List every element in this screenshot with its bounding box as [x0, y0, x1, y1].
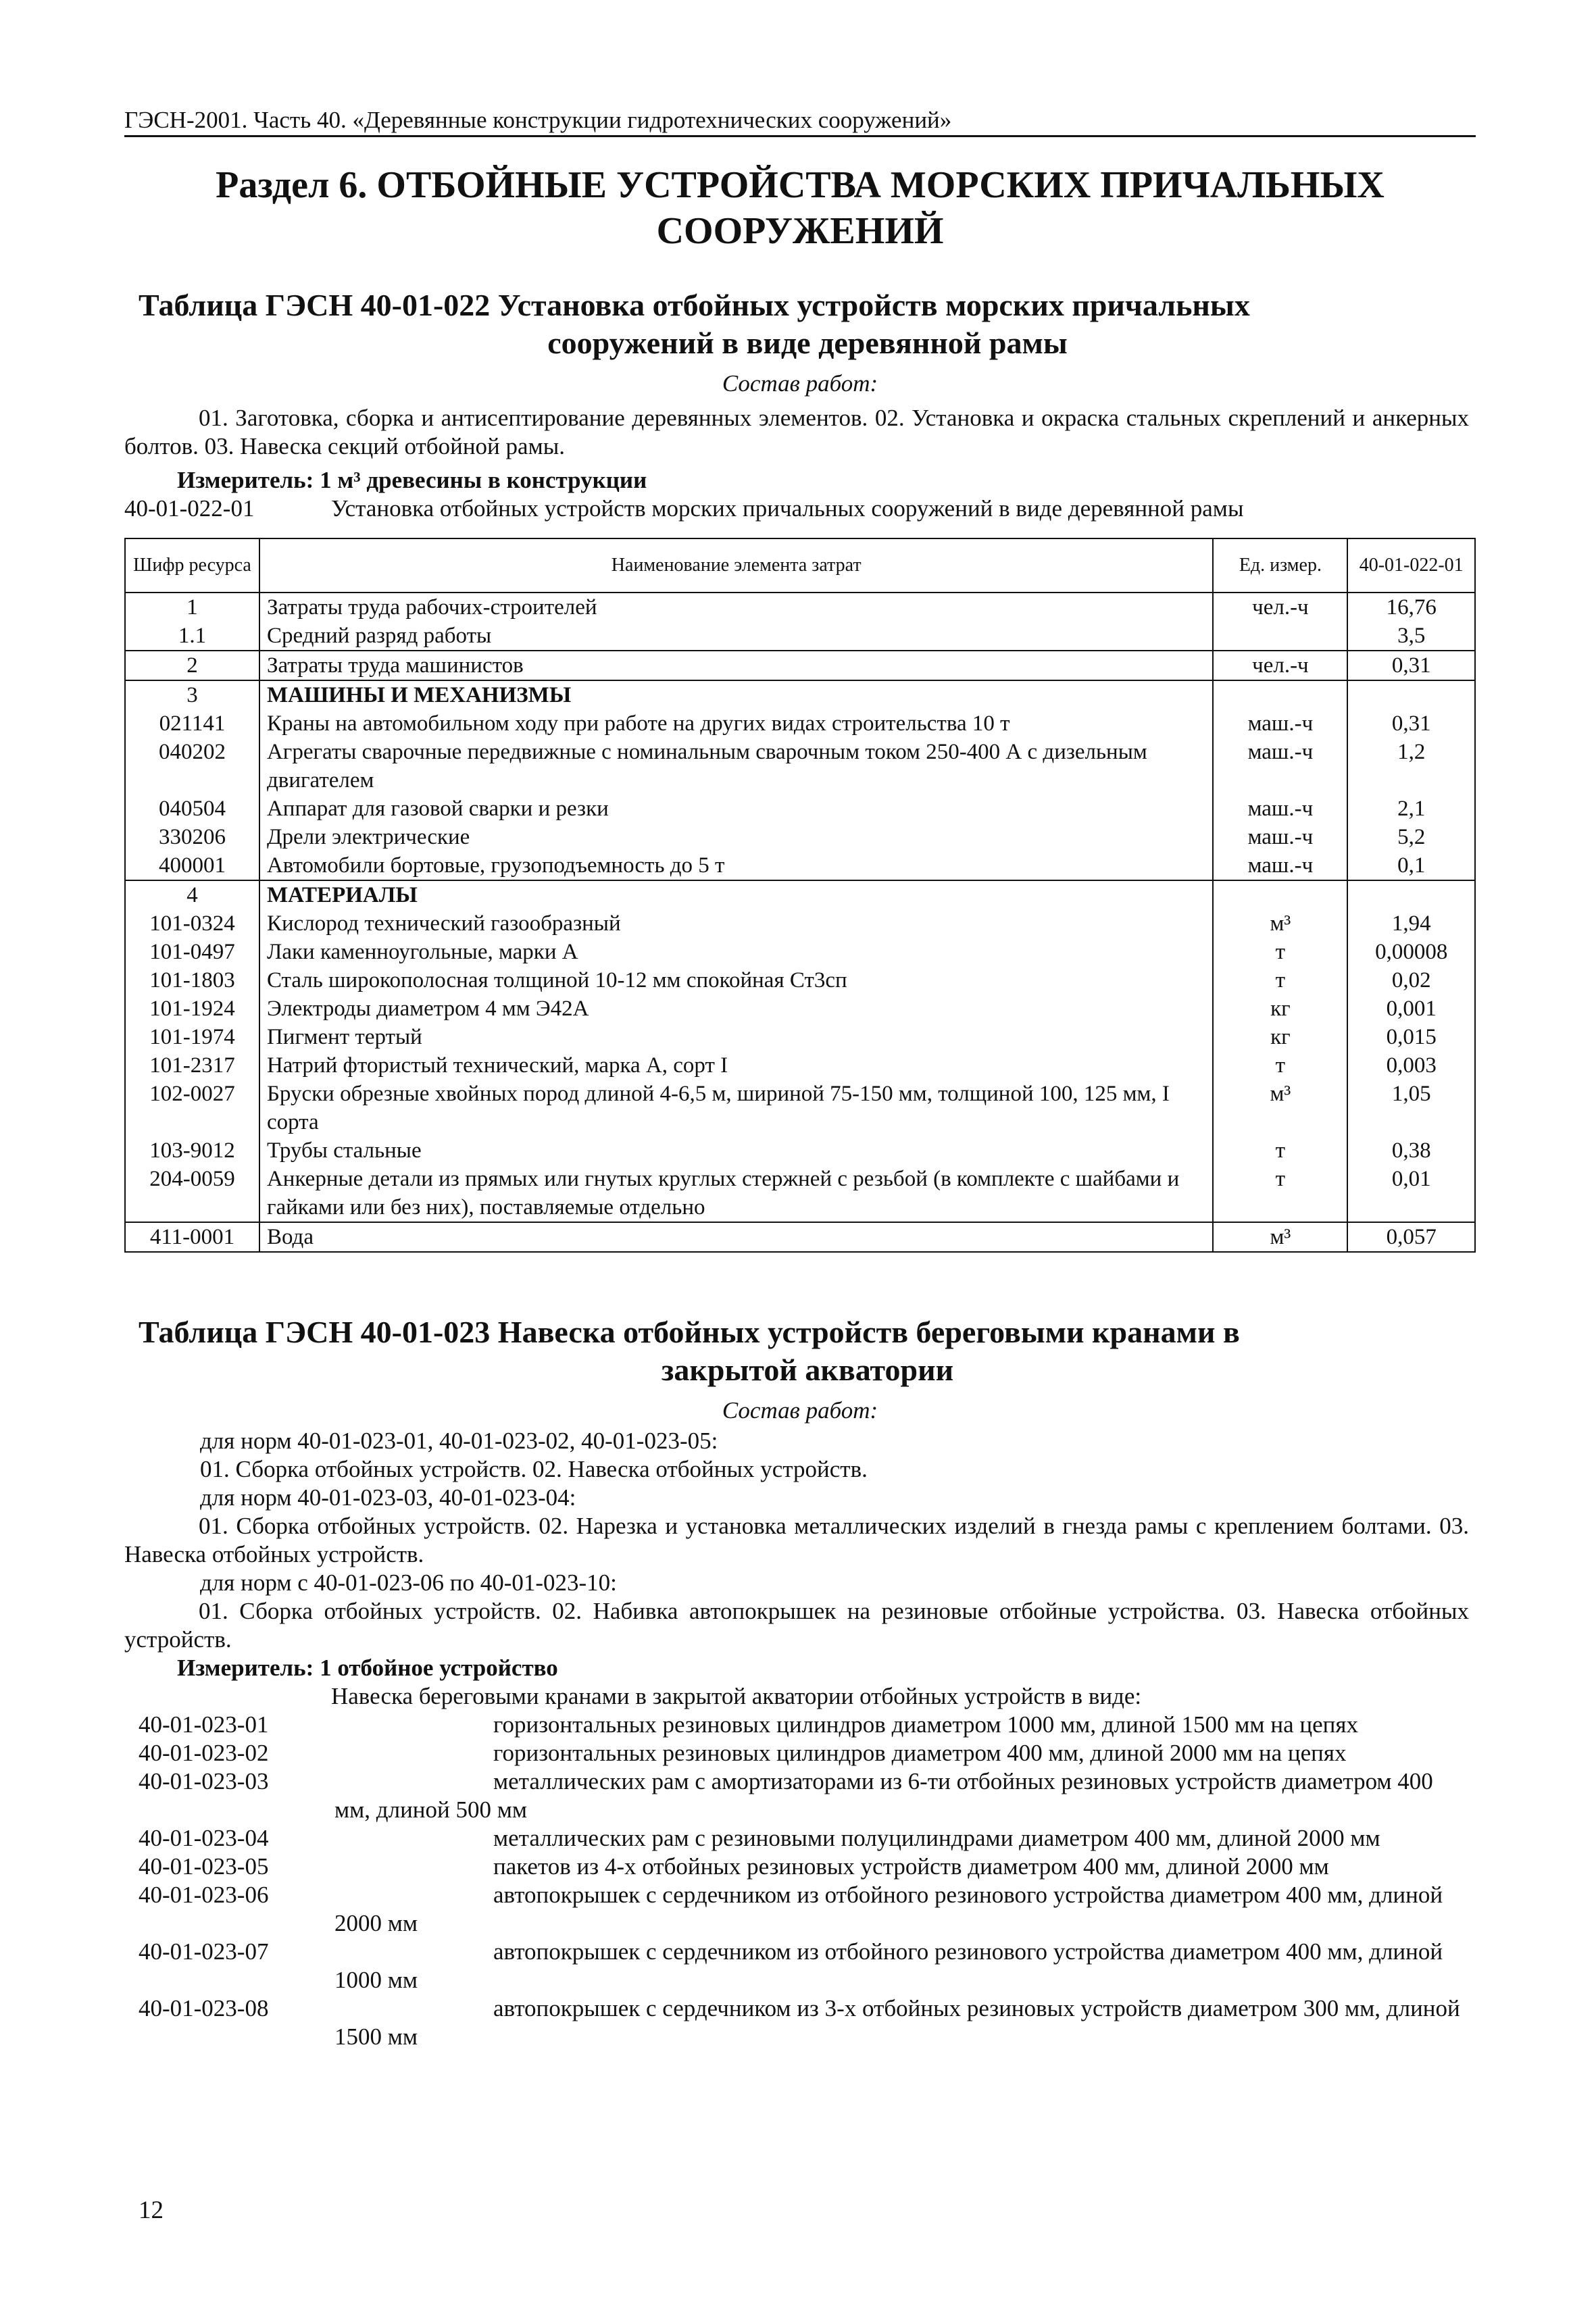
- cell-value: 0,1: [1347, 851, 1475, 880]
- cell-code: 101-0497: [125, 938, 259, 966]
- cell-code: 411-0001: [125, 1222, 259, 1252]
- cell-code: 330206: [125, 823, 259, 851]
- table-row: [125, 622, 1475, 651]
- table-row: [125, 966, 1475, 995]
- table-row: [125, 738, 1475, 795]
- col-header-value: 40-01-022-01: [1347, 538, 1475, 593]
- cell-name: Аппарат для газовой сварки и резки: [259, 795, 1213, 823]
- cell-unit: маш.-ч: [1213, 738, 1347, 795]
- cell-value: 0,003: [1347, 1051, 1475, 1080]
- table2-sostav-label: Состав работ:: [722, 1397, 878, 1424]
- table-row: [125, 709, 1475, 738]
- running-header: ГЭСН-2001. Часть 40. «Деревянные конструкции гидротехнических сооружений»: [124, 107, 1476, 137]
- cell-value: 0,01: [1347, 1165, 1475, 1222]
- table2-works3-text: 01. Сборка отбойных устройств. 02. Набивка автопокрышек на резиновые отбойные устройства. 03. Навеска отбойных устройств.: [124, 1598, 1469, 1653]
- cell-code: 101-0324: [125, 909, 259, 938]
- cell-value: 0,38: [1347, 1136, 1475, 1165]
- cell-code: 101-2317: [125, 1051, 259, 1080]
- cell-unit: маш.-ч: [1213, 709, 1347, 738]
- table-row: [125, 1080, 1475, 1136]
- cell-code: 2: [125, 651, 259, 680]
- cell-unit: м³: [1213, 1080, 1347, 1136]
- cell-name: Бруски обрезные хвойных пород длиной 4-6,5 м, шириной 75-150 мм, толщиной 100, 125 мм, I сорта: [259, 1080, 1213, 1136]
- table2-works1: 01. Сборка отбойных устройств. 02. Навеска отбойных устройств.: [200, 1456, 868, 1482]
- norm-code: 40-01-023-05: [139, 1853, 269, 1880]
- cell-code: 040202: [125, 738, 259, 795]
- cell-unit: маш.-ч: [1213, 823, 1347, 851]
- cell-unit: т: [1213, 938, 1347, 966]
- table-row: [125, 795, 1475, 823]
- cell-value: [1347, 880, 1475, 909]
- section-title: [124, 162, 1476, 254]
- cell-name: Краны на автомобильном ходу при работе на других видах строительства 10 т: [259, 709, 1213, 738]
- cell-name: Средний разряд работы: [259, 622, 1213, 651]
- norm-code: 40-01-023-07: [139, 1938, 269, 1965]
- table2-works3: [124, 1597, 1469, 1654]
- cell-value: 0,31: [1347, 709, 1475, 738]
- cell-code: 101-1803: [125, 966, 259, 995]
- cell-name: Вода: [259, 1222, 1213, 1252]
- norm-text: металлических рам с резиновыми полуцилиндрами диаметром 400 мм, длиной 2000 мм: [493, 1825, 1380, 1851]
- table2-works2-text: 01. Сборка отбойных устройств. 02. Нарезка и установка металлических изделий в гнезда рамы с креплением болтами. 03. Навеска отбойных устройств.: [124, 1513, 1469, 1567]
- norm-text: металлических рам с амортизаторами из 6-ти отбойных резиновых устройств диаметром 400 мм, длиной 500 мм: [334, 1768, 1433, 1823]
- cell-name: Автомобили бортовые, грузоподъемность до 5 т: [259, 851, 1213, 880]
- norm-text: автопокрышек с сердечником из отбойного резинового устройства диаметром 400 мм, длиной 2000 мм: [334, 1882, 1443, 1936]
- cell-code: 102-0027: [125, 1080, 259, 1136]
- table-row: [125, 1165, 1475, 1222]
- table2-intro: Навеска береговыми кранами в закрытой акватории отбойных устройств в виде:: [331, 1683, 1142, 1709]
- cell-unit: м³: [1213, 909, 1347, 938]
- cell-name: Дрели электрические: [259, 823, 1213, 851]
- cell-unit: [1213, 880, 1347, 909]
- norm-text: автопокрышек с сердечником из отбойного резинового устройства диаметром 400 мм, длиной 1000 мм: [334, 1938, 1443, 1993]
- table2-title-line1: Таблица ГЭСН 40-01-023 Навеска отбойных устройств береговыми кранами в: [139, 1315, 1240, 1349]
- cell-name: Пигмент тертый: [259, 1023, 1213, 1051]
- table-row: [125, 1222, 1475, 1252]
- resources-table: [124, 538, 1476, 1253]
- cell-name: Сталь широкополосная толщиной 10-12 мм спокойная Ст3сп: [259, 966, 1213, 995]
- norm-code: 40-01-023-04: [139, 1825, 269, 1851]
- table-row: [125, 1023, 1475, 1051]
- table1-measure: Измеритель: 1 м³ древесины в конструкции: [177, 467, 647, 493]
- cell-code: 1.1: [125, 622, 259, 651]
- cell-name: МАШИНЫ И МЕХАНИЗМЫ: [259, 680, 1213, 709]
- col-header-code: Шифр ресурса: [125, 538, 259, 593]
- table-row: [125, 651, 1475, 680]
- cell-value: 5,2: [1347, 823, 1475, 851]
- section-title-line1: Раздел 6. ОТБОЙНЫЕ УСТРОЙСТВА МОРСКИХ ПРИЧАЛЬНЫХ: [216, 164, 1385, 206]
- table1-norm-text: Установка отбойных устройств морских причальных сооружений в виде деревянной рамы: [331, 495, 1244, 522]
- cell-value: 1,2: [1347, 738, 1475, 795]
- cell-value: 1,94: [1347, 909, 1475, 938]
- norm-text: горизонтальных резиновых цилиндров диаметром 1000 мм, длиной 1500 мм на цепях: [493, 1711, 1358, 1738]
- cell-value: 0,31: [1347, 651, 1475, 680]
- cell-code: 1: [125, 593, 259, 622]
- cell-value: 1,05: [1347, 1080, 1475, 1136]
- table1-title: [139, 286, 1476, 362]
- col-header-unit: Ед. измер.: [1213, 538, 1347, 593]
- cell-code: 021141: [125, 709, 259, 738]
- cell-name: Натрий фтористый технический, марка А, сорт I: [259, 1051, 1213, 1080]
- cell-value: 16,76: [1347, 593, 1475, 622]
- table-row: [125, 593, 1475, 622]
- cell-unit: [1213, 622, 1347, 651]
- norm-code: 40-01-023-01: [139, 1711, 269, 1738]
- cell-unit: т: [1213, 1051, 1347, 1080]
- table2-measure: Измеритель: 1 отбойное устройство: [177, 1655, 558, 1681]
- cell-code: 400001: [125, 851, 259, 880]
- cell-unit: кг: [1213, 1023, 1347, 1051]
- col-header-name: Наименование элемента затрат: [259, 538, 1213, 593]
- cell-value: 0,001: [1347, 995, 1475, 1023]
- table2-title: [139, 1313, 1476, 1389]
- cell-code: 101-1924: [125, 995, 259, 1023]
- cell-code: 3: [125, 680, 259, 709]
- cell-unit: т: [1213, 1165, 1347, 1222]
- section-title-line2: СООРУЖЕНИЙ: [656, 210, 944, 252]
- cell-value: 0,02: [1347, 966, 1475, 995]
- cell-name: МАТЕРИАЛЫ: [259, 880, 1213, 909]
- cell-unit: т: [1213, 1136, 1347, 1165]
- cell-name: Кислород технический газообразный: [259, 909, 1213, 938]
- table-row: [125, 995, 1475, 1023]
- cell-value: 2,1: [1347, 795, 1475, 823]
- norm-code: 40-01-023-02: [139, 1740, 269, 1766]
- table1-norm-code: 40-01-022-01: [124, 495, 255, 522]
- norm-text: автопокрышек с сердечником из 3-х отбойных резиновых устройств диаметром 300 мм, длиной 1500 мм: [334, 1995, 1460, 2050]
- cell-name: Затраты труда рабочих-строителей: [259, 593, 1213, 622]
- cell-value: 0,057: [1347, 1222, 1475, 1252]
- cell-name: Анкерные детали из прямых или гнутых круглых стержней с резьбой (в комплекте с шайбами и гайками или без них), поставляемые отдельно: [259, 1165, 1213, 1222]
- cell-unit: маш.-ч: [1213, 851, 1347, 880]
- cell-name: Затраты труда машинистов: [259, 651, 1213, 680]
- table1-works-text: 01. Заготовка, сборка и антисептирование деревянных элементов. 02. Установка и окраска стальных скреплений и анкерных болтов. 03. Навеска секций отбойной рамы.: [124, 405, 1469, 459]
- cell-unit: т: [1213, 966, 1347, 995]
- cell-unit: м³: [1213, 1222, 1347, 1252]
- cell-name: Агрегаты сварочные передвижные с номинальным сварочным током 250-400 А с дизельным двигателем: [259, 738, 1213, 795]
- cell-name: Трубы стальные: [259, 1136, 1213, 1165]
- cell-unit: маш.-ч: [1213, 795, 1347, 823]
- table1-works: [124, 404, 1469, 461]
- table2-title-line2: закрытой акватории: [661, 1353, 954, 1387]
- table-row: [125, 880, 1475, 909]
- cell-value: 0,015: [1347, 1023, 1475, 1051]
- cell-value: 3,5: [1347, 622, 1475, 651]
- page-number: 12: [139, 2196, 164, 2224]
- norm-text: горизонтальных резиновых цилиндров диаметром 400 мм, длиной 2000 мм на цепях: [493, 1740, 1347, 1766]
- cell-unit: чел.-ч: [1213, 651, 1347, 680]
- table-row: [125, 851, 1475, 880]
- table-row: [125, 909, 1475, 938]
- table2-works2: [124, 1512, 1469, 1569]
- norm-text: пакетов из 4-х отбойных резиновых устройств диаметром 400 мм, длиной 2000 мм: [493, 1853, 1329, 1880]
- cell-code: 204-0059: [125, 1165, 259, 1222]
- cell-unit: чел.-ч: [1213, 593, 1347, 622]
- table-row: [125, 680, 1475, 709]
- cell-value: 0,00008: [1347, 938, 1475, 966]
- cell-code: 040504: [125, 795, 259, 823]
- cell-name: Лаки каменноугольные, марки А: [259, 938, 1213, 966]
- cell-code: 101-1974: [125, 1023, 259, 1051]
- cell-unit: кг: [1213, 995, 1347, 1023]
- cell-name: Электроды диаметром 4 мм Э42А: [259, 995, 1213, 1023]
- table1-title-line1: Таблица ГЭСН 40-01-022 Установка отбойных устройств морских причальных: [139, 288, 1250, 322]
- table-row: [125, 938, 1475, 966]
- cell-code: 103-9012: [125, 1136, 259, 1165]
- table2-for1: для норм 40-01-023-01, 40-01-023-02, 40-01-023-05:: [200, 1428, 718, 1454]
- norm-code: 40-01-023-08: [139, 1995, 269, 2021]
- table1-sostav-label: Состав работ:: [722, 370, 878, 397]
- table-row: [125, 1136, 1475, 1165]
- table-row: [125, 823, 1475, 851]
- norm-code: 40-01-023-06: [139, 1882, 269, 1908]
- table1-title-line2: сооружений в виде деревянной рамы: [547, 326, 1068, 360]
- table2-for3: для норм с 40-01-023-06 по 40-01-023-10:: [200, 1569, 617, 1596]
- cell-unit: [1213, 680, 1347, 709]
- table-row: [125, 1051, 1475, 1080]
- cell-code: 4: [125, 880, 259, 909]
- table2-for2: для норм 40-01-023-03, 40-01-023-04:: [200, 1484, 576, 1511]
- cell-value: [1347, 680, 1475, 709]
- norm-code: 40-01-023-03: [139, 1768, 269, 1794]
